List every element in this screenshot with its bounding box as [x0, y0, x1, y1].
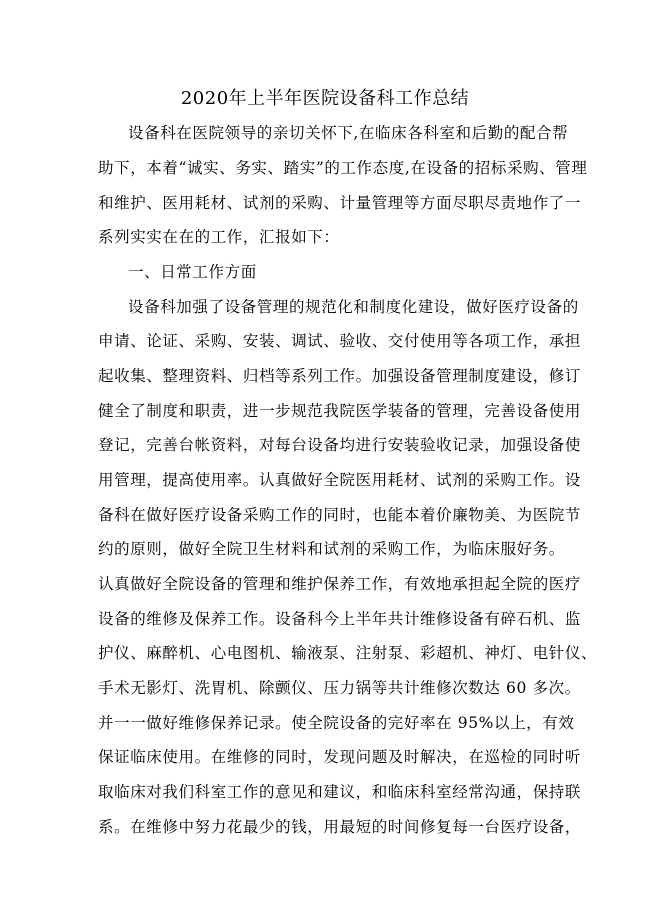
paragraph-line: 助下，本着“诚实、务实、踏实”的工作态度,在设备的招标采购、管理 [98, 159, 588, 177]
section-heading: 一、日常工作方面 [128, 263, 257, 281]
paragraph-line: 系。在维修中努力花最少的钱，用最短的时间修复每一台医疗设备， [98, 818, 582, 836]
paragraph-line: 起收集、整理资料、归档等系列工作。加强设备管理制度建设，修订 [98, 367, 582, 385]
paragraph-line: 取临床对我们科室工作的意见和建议，和临床科室经常沟通，保持联 [98, 783, 582, 801]
paragraph-line: 手术无影灯、洗胃机、除颤仪、压力锅等共计维修次数达 60 多次。 [98, 679, 581, 697]
paragraph-line: 用管理，提高使用率。认真做好全院医用耗材、试剂的采购工作。设 [98, 471, 582, 489]
paragraph-line: 登记，完善台帐资料，对每台设备均进行安装验收记录，加强设备使 [98, 436, 582, 454]
paragraph-line: 保证临床使用。在维修的同时，发现问题及时解决，在巡检的同时听 [98, 748, 582, 766]
paragraph-line: 备科在做好医疗设备采购工作的同时，也能本着价廉物美、为医院节 [98, 506, 582, 524]
paragraph-line: 设备科在医院领导的亲切关怀下,在临床各科室和后勤的配合帮 [128, 124, 569, 142]
document-title: 2020年上半年医院设备科工作总结 [180, 88, 470, 109]
paragraph-line: 健全了制度和职责，进一步规范我院医学装备的管理，完善设备使用 [98, 402, 582, 420]
paragraph-line: 和维护、医用耗材、试剂的采购、计量管理等方面尽职尽责地作了一 [98, 194, 582, 212]
paragraph-line: 护仪、麻醉机、心电图机、输液泵、注射泵、彩超机、神灯、电针仪、 [98, 644, 598, 662]
paragraph-line: 约的原则，做好全院卫生材料和试剂的采购工作，为临床服好务。 [98, 540, 565, 558]
paragraph-line: 申请、论证、采购、安装、调试、验收、交付使用等各项工作，承担 [98, 332, 582, 350]
paragraph-line: 设备科加强了设备管理的规范化和制度化建设，做好医疗设备的 [128, 298, 579, 316]
paragraph-line: 认真做好全院设备的管理和维护保养工作，有效地承担起全院的医疗 [98, 575, 582, 593]
paragraph-line: 并一一做好维修保养记录。使全院设备的完好率在 95%以上，有效 [98, 714, 575, 732]
paragraph-line: 系列实实在在的工作，汇报如下： [98, 228, 340, 246]
paragraph-line: 设备的维修及保养工作。设备科今上半年共计维修设备有碎石机、监 [98, 610, 582, 628]
